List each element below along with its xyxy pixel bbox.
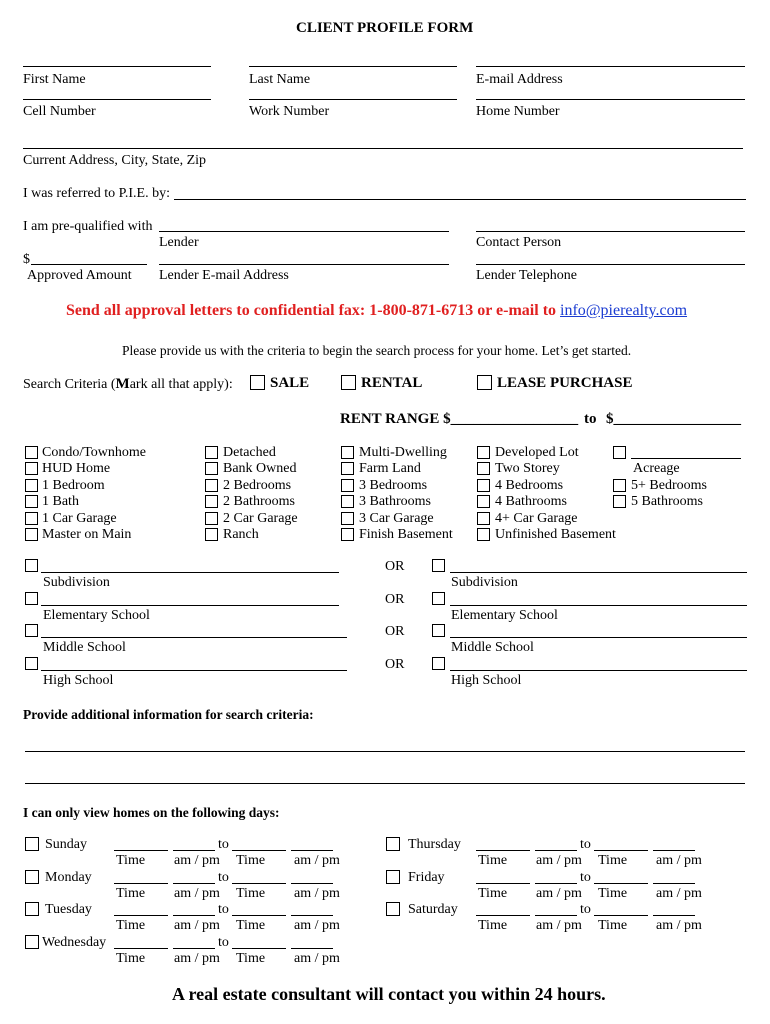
start-ampm-field[interactable] xyxy=(535,915,577,916)
feature-checkbox[interactable] xyxy=(477,495,490,508)
rent-range-to: to xyxy=(584,411,597,427)
time-label: Time xyxy=(116,853,146,868)
feature-label: 3 Bedrooms xyxy=(359,477,428,493)
start-time-field[interactable] xyxy=(114,850,168,851)
start-time-field[interactable] xyxy=(114,915,168,916)
location-left-label: High School xyxy=(43,673,114,689)
feature-checkbox[interactable] xyxy=(25,528,38,541)
feature-label: 1 Bath xyxy=(42,494,79,510)
ampm-label: am / pm xyxy=(294,885,340,901)
feature-checkbox[interactable] xyxy=(341,495,354,508)
address-label: Current Address, City, State, Zip xyxy=(23,153,207,168)
search-criteria-prefix: Search Criteria ( xyxy=(23,377,116,392)
days-heading: I can only view homes on the following days: xyxy=(23,805,280,820)
feature-label: 4+ Car Garage xyxy=(495,510,578,526)
ampm-label: am / pm xyxy=(174,853,220,868)
feature-checkbox[interactable] xyxy=(477,528,490,541)
feature-checkbox[interactable] xyxy=(205,495,218,508)
start-ampm-field[interactable] xyxy=(173,915,215,916)
location-left-label: Middle School xyxy=(43,640,126,656)
rent-range-max: $_________________ xyxy=(606,411,741,427)
footer-note: A real estate consultant will contact you within 24 hours. xyxy=(172,984,606,1004)
time-label: Time xyxy=(236,918,266,934)
ampm-label: am / pm xyxy=(536,885,582,901)
day-checkbox[interactable] xyxy=(25,837,39,851)
end-ampm-field[interactable] xyxy=(291,948,333,949)
location-right-checkbox[interactable] xyxy=(432,657,445,670)
feature-checkbox[interactable] xyxy=(341,479,354,492)
address-field[interactable] xyxy=(23,148,743,149)
start-time-field[interactable] xyxy=(114,948,168,949)
contact-person-label: Contact Person xyxy=(476,235,562,250)
feature-checkbox[interactable] xyxy=(25,512,38,525)
day-label: Monday xyxy=(45,869,92,885)
ampm-label: am / pm xyxy=(536,918,582,934)
acreage-field[interactable] xyxy=(631,458,741,459)
feature-checkbox[interactable] xyxy=(477,462,490,475)
rental-label: RENTAL xyxy=(361,375,423,391)
feature-checkbox[interactable] xyxy=(341,446,354,459)
feature-label: Developed Lot xyxy=(495,445,579,460)
start-time-field[interactable] xyxy=(476,850,530,851)
end-time-field[interactable] xyxy=(232,948,286,949)
location-right-field[interactable] xyxy=(450,605,747,606)
feature-label: 3 Car Garage xyxy=(359,510,434,526)
location-left-field[interactable] xyxy=(41,572,339,573)
ampm-label: am / pm xyxy=(656,918,702,934)
day-checkbox[interactable] xyxy=(25,870,39,884)
email-link[interactable]: info@pierealty.com xyxy=(560,302,688,319)
feature-label: Bank Owned xyxy=(223,461,297,477)
feature-label: 4 Bedrooms xyxy=(495,477,564,493)
location-right-label: Middle School xyxy=(451,640,534,656)
start-time-field[interactable] xyxy=(476,915,530,916)
location-right-label: High School xyxy=(451,673,522,689)
lease-purchase-checkbox[interactable] xyxy=(477,375,492,390)
first-name-field[interactable] xyxy=(23,66,211,67)
additional-info-line-2[interactable] xyxy=(25,783,745,784)
end-time-field[interactable] xyxy=(594,883,648,884)
lender-email-field[interactable] xyxy=(159,264,449,265)
last-name-field[interactable] xyxy=(249,66,457,67)
location-left-field[interactable] xyxy=(41,670,347,671)
to-label: to xyxy=(580,837,591,852)
day-label: Tuesday xyxy=(45,902,92,918)
home-number-label: Home Number xyxy=(476,104,560,119)
location-left-label: Elementary School xyxy=(43,607,150,623)
location-right-field[interactable] xyxy=(450,572,747,573)
approved-amount-field[interactable] xyxy=(31,264,147,265)
end-time-field[interactable] xyxy=(594,915,648,916)
time-label: Time xyxy=(236,853,266,868)
prequalified-label: I am pre-qualified with xyxy=(23,219,153,234)
referred-field[interactable] xyxy=(174,199,746,200)
location-right-label: Subdivision xyxy=(451,575,518,590)
end-ampm-field[interactable] xyxy=(653,915,695,916)
end-time-field[interactable] xyxy=(232,883,286,884)
lease-purchase-label: LEASE PURCHASE xyxy=(497,375,633,391)
end-ampm-field[interactable] xyxy=(291,915,333,916)
fax-notice xyxy=(66,303,687,320)
cell-number-label: Cell Number xyxy=(23,104,96,119)
time-label: Time xyxy=(598,918,628,934)
feature-label: 2 Bedrooms xyxy=(223,477,292,493)
start-time-field[interactable] xyxy=(476,883,530,884)
feature-checkbox[interactable] xyxy=(25,446,38,459)
location-left-checkbox[interactable] xyxy=(25,624,38,637)
feature-checkbox[interactable] xyxy=(477,446,490,459)
time-label: Time xyxy=(478,918,508,934)
start-ampm-field[interactable] xyxy=(173,948,215,949)
day-checkbox[interactable] xyxy=(386,837,400,851)
cell-number-field[interactable] xyxy=(23,99,211,100)
end-ampm-field[interactable] xyxy=(653,850,695,851)
to-label: to xyxy=(218,902,229,918)
location-right-field[interactable] xyxy=(450,670,747,671)
feature-checkbox[interactable] xyxy=(205,446,218,459)
location-left-field[interactable] xyxy=(41,605,339,606)
day-label: Friday xyxy=(408,869,445,885)
intro-text: Please provide us with the criteria to begin the search process for your home. Let’s get started. xyxy=(122,343,632,358)
five-bedrooms-checkbox[interactable] xyxy=(613,479,626,492)
ampm-label: am / pm xyxy=(174,918,220,934)
end-time-field[interactable] xyxy=(232,915,286,916)
feature-checkbox[interactable] xyxy=(205,479,218,492)
dollar-sign: $ xyxy=(23,252,30,267)
day-label: Sunday xyxy=(45,837,87,852)
lender-label: Lender xyxy=(159,235,199,250)
start-ampm-field[interactable] xyxy=(535,850,577,851)
first-name-label: First Name xyxy=(23,72,86,87)
sale-label: SALE xyxy=(270,375,310,391)
ampm-label: am / pm xyxy=(656,853,702,868)
additional-info-line-1[interactable] xyxy=(25,751,745,752)
referred-label: I was referred to P.I.E. by: xyxy=(23,186,170,201)
work-number-field[interactable] xyxy=(249,99,457,100)
start-ampm-field[interactable] xyxy=(535,883,577,884)
ampm-label: am / pm xyxy=(536,853,582,868)
to-label: to xyxy=(218,837,229,852)
last-name-label: Last Name xyxy=(249,72,311,87)
feature-checkbox[interactable] xyxy=(25,495,38,508)
to-label: to xyxy=(218,869,229,885)
time-label: Time xyxy=(598,853,628,868)
day-label: Wednesday xyxy=(42,935,107,951)
email-field[interactable] xyxy=(476,66,745,67)
or-label: OR xyxy=(385,657,405,673)
feature-label: Unfinished Basement xyxy=(495,527,616,542)
to-label: to xyxy=(580,902,591,918)
ampm-label: am / pm xyxy=(174,885,220,901)
location-right-checkbox[interactable] xyxy=(432,624,445,637)
feature-label: 3 Bathrooms xyxy=(359,494,431,510)
feature-checkbox[interactable] xyxy=(25,479,38,492)
day-checkbox[interactable] xyxy=(386,870,400,884)
additional-info-label: Provide additional information for search criteria: xyxy=(23,707,314,722)
feature-checkbox[interactable] xyxy=(341,512,354,525)
five-bathrooms-label: 5 Bathrooms xyxy=(631,494,703,509)
feature-label: 1 Car Garage xyxy=(42,510,117,526)
search-criteria-label xyxy=(23,376,233,393)
feature-checkbox[interactable] xyxy=(205,528,218,541)
time-label: Time xyxy=(116,885,146,901)
day-label: Saturday xyxy=(408,902,458,918)
lender-phone-field[interactable] xyxy=(476,264,745,265)
to-label: to xyxy=(580,869,591,885)
location-left-label: Subdivision xyxy=(43,575,110,590)
feature-label: Finish Basement xyxy=(359,527,453,542)
feature-label: Ranch xyxy=(223,527,259,542)
search-criteria-suffix: ark all that apply): xyxy=(129,377,233,392)
feature-label: HUD Home xyxy=(42,461,111,477)
ampm-label: am / pm xyxy=(174,951,220,967)
end-time-field[interactable] xyxy=(594,850,648,851)
feature-label: 1 Bedroom xyxy=(42,477,105,493)
lender-phone-label: Lender Telephone xyxy=(476,268,577,283)
search-criteria-m: M xyxy=(115,376,130,392)
fax-notice-text: Send all approval letters to confidential fax: 1-800-871-6713 or e-mail to xyxy=(66,302,561,319)
end-ampm-field[interactable] xyxy=(291,850,333,851)
location-right-field[interactable] xyxy=(450,637,747,638)
location-right-checkbox[interactable] xyxy=(432,592,445,605)
acreage-label: Acreage xyxy=(633,461,680,476)
start-ampm-field[interactable] xyxy=(173,850,215,851)
feature-label: Two Storey xyxy=(495,461,560,477)
day-checkbox[interactable] xyxy=(386,902,400,916)
lender-field[interactable] xyxy=(159,231,449,232)
feature-checkbox[interactable] xyxy=(205,512,218,525)
location-right-label: Elementary School xyxy=(451,607,558,623)
page-title: CLIENT PROFILE FORM xyxy=(296,20,474,36)
rental-checkbox[interactable] xyxy=(341,375,356,390)
ampm-label: am / pm xyxy=(294,951,340,967)
day-checkbox[interactable] xyxy=(25,935,39,949)
feature-label: Multi-Dwelling xyxy=(359,445,447,460)
feature-label: 2 Car Garage xyxy=(223,510,298,526)
feature-checkbox[interactable] xyxy=(341,462,354,475)
five-bathrooms-checkbox[interactable] xyxy=(613,495,626,508)
lender-email-label: Lender E-mail Address xyxy=(159,268,289,283)
ampm-label: am / pm xyxy=(294,853,340,868)
to-label: to xyxy=(218,935,229,951)
end-ampm-field[interactable] xyxy=(291,883,333,884)
time-label: Time xyxy=(116,951,146,967)
ampm-label: am / pm xyxy=(656,885,702,901)
feature-label: Detached xyxy=(223,445,276,460)
location-left-checkbox[interactable] xyxy=(25,657,38,670)
five-bedrooms-label: 5+ Bedrooms xyxy=(631,478,707,493)
day-checkbox[interactable] xyxy=(25,902,39,916)
email-label: E-mail Address xyxy=(476,72,563,87)
time-label: Time xyxy=(598,885,628,901)
or-label: OR xyxy=(385,559,405,574)
approved-amount-label: Approved Amount xyxy=(27,268,132,283)
work-number-label: Work Number xyxy=(249,104,330,119)
ampm-label: am / pm xyxy=(294,918,340,934)
rent-range-label: RENT RANGE $_________________ xyxy=(340,411,579,427)
feature-label: Master on Main xyxy=(42,527,132,542)
time-label: Time xyxy=(236,885,266,901)
feature-checkbox[interactable] xyxy=(477,479,490,492)
location-right-checkbox[interactable] xyxy=(432,559,445,572)
feature-label: Condo/Townhome xyxy=(42,445,147,460)
feature-checkbox[interactable] xyxy=(25,462,38,475)
day-label: Thursday xyxy=(408,837,461,852)
feature-label: Farm Land xyxy=(359,461,421,477)
feature-label: 4 Bathrooms xyxy=(495,494,567,510)
time-label: Time xyxy=(236,951,266,967)
feature-label: 2 Bathrooms xyxy=(223,494,295,510)
start-ampm-field[interactable] xyxy=(173,883,215,884)
contact-person-field[interactable] xyxy=(476,231,745,232)
time-label: Time xyxy=(478,853,508,868)
or-label: OR xyxy=(385,624,405,640)
feature-checkbox[interactable] xyxy=(477,512,490,525)
location-left-field[interactable] xyxy=(41,637,347,638)
time-label: Time xyxy=(478,885,508,901)
feature-checkbox[interactable] xyxy=(205,462,218,475)
end-time-field[interactable] xyxy=(232,850,286,851)
location-left-checkbox[interactable] xyxy=(25,592,38,605)
start-time-field[interactable] xyxy=(114,883,168,884)
sale-checkbox[interactable] xyxy=(250,375,265,390)
feature-checkbox[interactable] xyxy=(341,528,354,541)
or-label: OR xyxy=(385,591,405,607)
home-number-field[interactable] xyxy=(476,99,745,100)
end-ampm-field[interactable] xyxy=(653,883,695,884)
time-label: Time xyxy=(116,918,146,934)
acreage-checkbox[interactable] xyxy=(613,446,626,459)
location-left-checkbox[interactable] xyxy=(25,559,38,572)
